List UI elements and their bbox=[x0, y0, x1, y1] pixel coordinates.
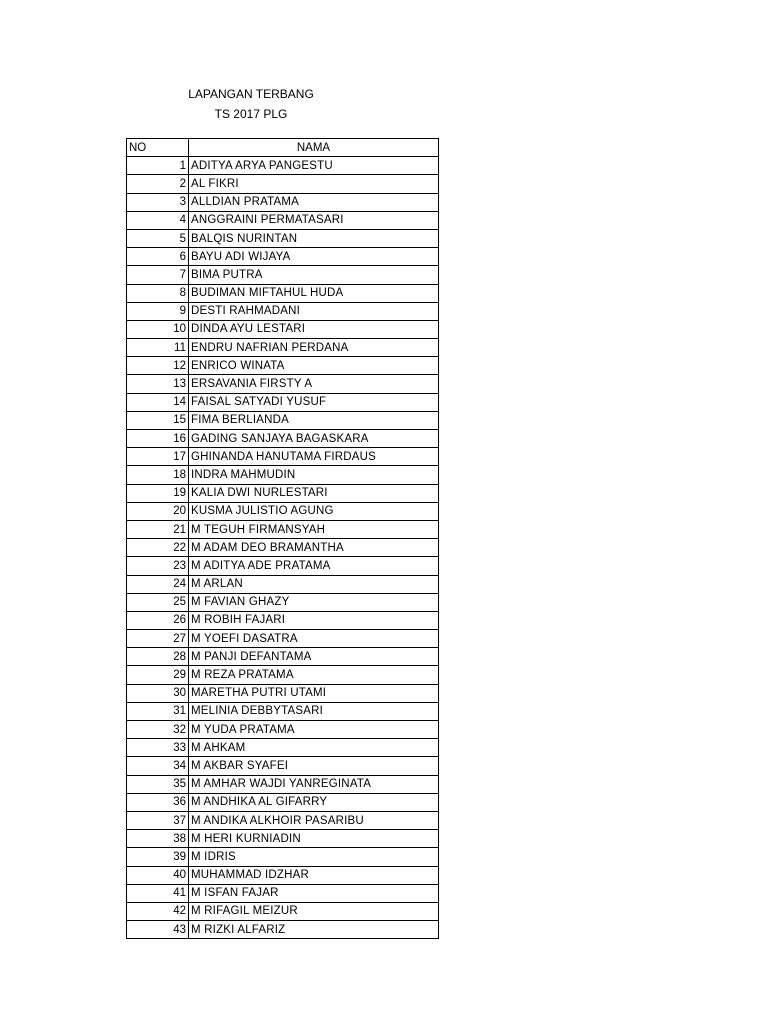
row-number-cell: 4 bbox=[127, 211, 189, 229]
document-title-block bbox=[126, 84, 376, 124]
row-name-cell: M PANJI DEFANTAMA bbox=[189, 648, 439, 666]
row-number-cell: 38 bbox=[127, 830, 189, 848]
row-name-cell: FIMA BERLIANDA bbox=[189, 411, 439, 429]
row-number-cell: 37 bbox=[127, 811, 189, 829]
row-name-cell: BIMA PUTRA bbox=[189, 266, 439, 284]
row-number-cell: 2 bbox=[127, 175, 189, 193]
row-number-cell: 23 bbox=[127, 557, 189, 575]
table-row bbox=[127, 848, 439, 866]
table-row bbox=[127, 229, 439, 247]
row-name-cell: M IDRIS bbox=[189, 848, 439, 866]
row-number-cell: 6 bbox=[127, 248, 189, 266]
row-number-cell: 43 bbox=[127, 921, 189, 939]
row-number-cell: 17 bbox=[127, 448, 189, 466]
row-number-cell: 36 bbox=[127, 793, 189, 811]
row-name-cell: GHINANDA HANUTAMA FIRDAUS bbox=[189, 448, 439, 466]
table-header-row bbox=[127, 139, 439, 157]
table-row bbox=[127, 248, 439, 266]
row-number-cell: 10 bbox=[127, 320, 189, 338]
table-row bbox=[127, 320, 439, 338]
row-name-cell: M AMHAR WAJDI YANREGINATA bbox=[189, 775, 439, 793]
table-row bbox=[127, 866, 439, 884]
table-row bbox=[127, 339, 439, 357]
row-name-cell: FAISAL SATYADI YUSUF bbox=[189, 393, 439, 411]
table-row bbox=[127, 721, 439, 739]
row-number-cell: 32 bbox=[127, 721, 189, 739]
row-name-cell: M ARLAN bbox=[189, 575, 439, 593]
row-name-cell: M RIZKI ALFARIZ bbox=[189, 921, 439, 939]
table-row bbox=[127, 411, 439, 429]
row-name-cell: M REZA PRATAMA bbox=[189, 666, 439, 684]
row-name-cell: M YOEFI DASATRA bbox=[189, 630, 439, 648]
document-title: LAPANGAN TERBANG bbox=[188, 87, 314, 101]
row-number-cell: 1 bbox=[127, 157, 189, 175]
table-row bbox=[127, 157, 439, 175]
table-row bbox=[127, 466, 439, 484]
row-number-cell: 15 bbox=[127, 411, 189, 429]
row-name-cell: MUHAMMAD IDZHAR bbox=[189, 866, 439, 884]
row-name-cell: KALIA DWI NURLESTARI bbox=[189, 484, 439, 502]
row-number-cell: 16 bbox=[127, 430, 189, 448]
table-row bbox=[127, 484, 439, 502]
row-name-cell: DESTI RAHMADANI bbox=[189, 302, 439, 320]
table-row bbox=[127, 575, 439, 593]
row-number-cell: 40 bbox=[127, 866, 189, 884]
table-row bbox=[127, 393, 439, 411]
table-row bbox=[127, 502, 439, 520]
row-name-cell: BAYU ADI WIJAYA bbox=[189, 248, 439, 266]
row-name-cell: M ADITYA ADE PRATAMA bbox=[189, 557, 439, 575]
row-name-cell: M ISFAN FAJAR bbox=[189, 884, 439, 902]
table-row bbox=[127, 811, 439, 829]
row-name-cell: MELINIA DEBBYTASARI bbox=[189, 702, 439, 720]
table-row bbox=[127, 302, 439, 320]
row-number-cell: 22 bbox=[127, 539, 189, 557]
table-row bbox=[127, 357, 439, 375]
row-number-cell: 42 bbox=[127, 902, 189, 920]
row-name-cell: ENRICO WINATA bbox=[189, 357, 439, 375]
row-number-cell: 30 bbox=[127, 684, 189, 702]
roster-table bbox=[126, 138, 439, 939]
column-header-name: NAMA bbox=[189, 139, 439, 157]
table-row bbox=[127, 557, 439, 575]
row-number-cell: 8 bbox=[127, 284, 189, 302]
row-number-cell: 19 bbox=[127, 484, 189, 502]
row-name-cell: M ANDIKA ALKHOIR PASARIBU bbox=[189, 811, 439, 829]
table-row bbox=[127, 666, 439, 684]
row-name-cell: INDRA MAHMUDIN bbox=[189, 466, 439, 484]
table-row bbox=[127, 520, 439, 538]
table-row bbox=[127, 921, 439, 939]
row-name-cell: ALLDIAN PRATAMA bbox=[189, 193, 439, 211]
table-row bbox=[127, 793, 439, 811]
row-number-cell: 24 bbox=[127, 575, 189, 593]
row-name-cell: GADING SANJAYA BAGASKARA bbox=[189, 430, 439, 448]
table-row bbox=[127, 175, 439, 193]
row-name-cell: AL FIKRI bbox=[189, 175, 439, 193]
table-row bbox=[127, 757, 439, 775]
row-number-cell: 34 bbox=[127, 757, 189, 775]
row-number-cell: 26 bbox=[127, 611, 189, 629]
table-row bbox=[127, 539, 439, 557]
roster-body bbox=[127, 157, 439, 939]
row-name-cell: M ROBIH FAJARI bbox=[189, 611, 439, 629]
row-number-cell: 27 bbox=[127, 630, 189, 648]
row-number-cell: 25 bbox=[127, 593, 189, 611]
row-name-cell: M FAVIAN GHAZY bbox=[189, 593, 439, 611]
table-row bbox=[127, 902, 439, 920]
row-name-cell: M ANDHIKA AL GIFARRY bbox=[189, 793, 439, 811]
row-number-cell: 33 bbox=[127, 739, 189, 757]
row-number-cell: 9 bbox=[127, 302, 189, 320]
table-row bbox=[127, 702, 439, 720]
table-row bbox=[127, 375, 439, 393]
table-row bbox=[127, 430, 439, 448]
table-row bbox=[127, 211, 439, 229]
row-name-cell: M AHKAM bbox=[189, 739, 439, 757]
table-row bbox=[127, 593, 439, 611]
row-name-cell: ANGGRAINI PERMATASARI bbox=[189, 211, 439, 229]
row-name-cell: MARETHA PUTRI UTAMI bbox=[189, 684, 439, 702]
row-number-cell: 14 bbox=[127, 393, 189, 411]
row-name-cell: ENDRU NAFRIAN PERDANA bbox=[189, 339, 439, 357]
row-number-cell: 7 bbox=[127, 266, 189, 284]
row-number-cell: 20 bbox=[127, 502, 189, 520]
row-number-cell: 31 bbox=[127, 702, 189, 720]
document-subtitle: TS 2017 PLG bbox=[214, 107, 288, 121]
row-name-cell: ADITYA ARYA PANGESTU bbox=[189, 157, 439, 175]
row-number-cell: 28 bbox=[127, 648, 189, 666]
row-name-cell: M HERI KURNIADIN bbox=[189, 830, 439, 848]
table-row bbox=[127, 884, 439, 902]
table-row bbox=[127, 739, 439, 757]
row-number-cell: 11 bbox=[127, 339, 189, 357]
table-row bbox=[127, 648, 439, 666]
table-row bbox=[127, 193, 439, 211]
row-number-cell: 12 bbox=[127, 357, 189, 375]
table-row bbox=[127, 266, 439, 284]
table-row bbox=[127, 830, 439, 848]
row-number-cell: 5 bbox=[127, 229, 189, 247]
row-number-cell: 13 bbox=[127, 375, 189, 393]
row-name-cell: M RIFAGIL MEIZUR bbox=[189, 902, 439, 920]
row-name-cell: DINDA AYU LESTARI bbox=[189, 320, 439, 338]
row-name-cell: BUDIMAN MIFTAHUL HUDA bbox=[189, 284, 439, 302]
row-name-cell: KUSMA JULISTIO AGUNG bbox=[189, 502, 439, 520]
row-name-cell: M ADAM DEO BRAMANTHA bbox=[189, 539, 439, 557]
row-name-cell: ERSAVANIA FIRSTY A bbox=[189, 375, 439, 393]
row-name-cell: BALQIS NURINTAN bbox=[189, 229, 439, 247]
row-number-cell: 18 bbox=[127, 466, 189, 484]
table-row bbox=[127, 775, 439, 793]
row-number-cell: 39 bbox=[127, 848, 189, 866]
row-number-cell: 29 bbox=[127, 666, 189, 684]
table-row bbox=[127, 284, 439, 302]
row-number-cell: 41 bbox=[127, 884, 189, 902]
row-number-cell: 3 bbox=[127, 193, 189, 211]
row-number-cell: 35 bbox=[127, 775, 189, 793]
table-row bbox=[127, 684, 439, 702]
row-name-cell: M AKBAR SYAFEI bbox=[189, 757, 439, 775]
table-row bbox=[127, 611, 439, 629]
table-row bbox=[127, 448, 439, 466]
column-header-no: NO bbox=[127, 139, 189, 157]
row-name-cell: M TEGUH FIRMANSYAH bbox=[189, 520, 439, 538]
row-number-cell: 21 bbox=[127, 520, 189, 538]
table-row bbox=[127, 630, 439, 648]
row-name-cell: M YUDA PRATAMA bbox=[189, 721, 439, 739]
